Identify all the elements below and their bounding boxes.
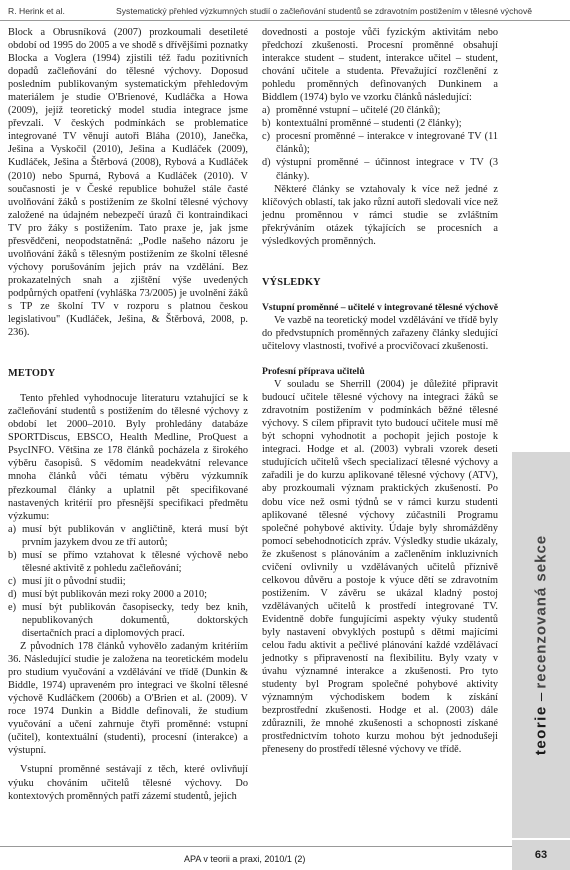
footer-rule bbox=[0, 846, 512, 847]
page-footer bbox=[0, 846, 570, 870]
paragraph-teacher-training: V souladu se Sherrill (2004) je důležité připravit budoucí učitele tělesné výchovy na integraci žáků se zdravotním postižením v podmínkách běžné tělesné výchovy. S cílem připravit tyto budoucí učitele musí mě být schopni vyhodnotit a pochopit jejich postoje k integraci. Hodge et al. (2003) vybrali vzorek deseti studujících učitelů všech specializací tělesné výchovy a zařadili je do kurzu aplikované tělesné výchovy (ATV), aby prozkoumali význam praktických zkušeností. Po dobu více než osmi týdnů se v rámci kurzu studenti aplikované tělesné výchovy zúčastnili Programu společné pohybové aktivity. Údaje byly shromážděny pomocí sebehodnoticích zpráv. Výsledky studie ukázaly, že zkušenost s plánováním a začleněním inkluzivních cvičení ovlivnily u vzdělávaných učitelů příznivě celkovou důvěru a postoje k výuce dětí se zdravotním postižením. V závěru se ukázal kladný postoj vzdělávaných učitelů k prostředí integrované TV. Evidentně dobře fungujícími aspekty výuky studentů byly nastavení obvyklých postupů s dětmi majícími celou řadu aktivit a pečlivé plánování každé vzdělávací jednotky s připraveností na flexibilitu. Byly vzaty v úvahu významné interakce a zkušenosti. Pro tyto studenty byl Program společné pohybové aktivity významným východiskem bodem k získání bezprostřední zkušenosti. Hodge et al. (2003) dále zdůraznili, že mnohé zkušenosti a schopnosti získané prostřednictvím tohoto kurzu mohou být jednodušeji přeneseny do prostředí tělesné výchovy ve třídě. bbox=[262, 379, 498, 756]
paragraph-input-variables: Ve vazbě na teoretický model vzdělávání ve třídě byly do předvstupních proměnných zařazeny články sledující učitelovy vlastnosti, tvořivé a procvičovací zkušenosti. bbox=[262, 314, 498, 352]
running-header bbox=[0, 0, 570, 22]
subheading-teacher-training: Profesní příprava učitelů bbox=[262, 366, 365, 378]
paragraph-overlap: Některé články se vztahovaly k více než jedné z klíčových oblastí, tak jako různí autoři sledovali více než jednu proměnnou v rámci studie se zvláštním překrýváním otázek týkajících se procesních a výsledkových proměnných. bbox=[262, 183, 498, 247]
page-number: 63 bbox=[512, 840, 570, 870]
footer-journal: APA v teorii a praxi, 2010/1 (2) bbox=[184, 854, 306, 864]
subheading-input-variables: Vstupní proměnné – učitelé v integrované tělesné výchově bbox=[262, 301, 499, 313]
list-item: d) musí být publikován mezi roky 2000 a 2010; bbox=[8, 588, 208, 600]
list-item: d) výstupní proměnné – účinnost integrace v TV (3 články). bbox=[262, 157, 498, 182]
left-column bbox=[8, 26, 248, 803]
list-item: e) musí být publikován časopisecky, tedy bez knih, nepublikovaných dokumentů, doktorských disertačních prací a diplomových prací. bbox=[8, 601, 248, 640]
paragraph-intro: Block a Obrusníková (2007) prozkoumali desetileté období od 1995 do 2005 a ve shodě s dřívějšími poznatky Blocka a Voglera (1994) zjistili též řadu pozitivních dopadů začleňování do tělesné výchovy. Doposud posledním publikovaným systematickým přehledovým materiálem je studie O'Brienové, Kudláčka a Howa (2009), jejíž teoretický model studia integrace jsme převzali. V českých podmínkách se problematice integrované TV věnují autoři Bláha (2010), Janečka, Ješina a Vyskočil (2010), Ješina a Kudláček (2009), Kudláček, Ješina a Štěrbová (2008), Rybová a Kudláček (2010) nebo Spurná, Rybová a Kudláček (2010). V současnosti je v České republice bohužel stále časté uvolňování žáků s postižením ze školní tělesné výchovy založené na údajném nebezpečí úrazů či kontraindikaci TV pro žáky s postižením. Tato praxe je, jak jsme přesvědčeni, neopodstatněná: „Podle našeho názoru je uvolňování žáků s tělesným postižením ze školní tělesné výchovy porušováním jejich práv na vzdělání. Bez prokazatelných snah a zjištění výše uvedených podpůrných opatření (vyhláška 73/2005) je uvolnění žáků s TP ze školní TV v rozporu s platnou českou legislativou" (Kudláček, Ješina, & Štěrbová, 2008, p. 236). bbox=[8, 27, 248, 339]
list-item: a) proměnné vstupní – učitelé (20 článků); bbox=[262, 105, 441, 117]
criteria-list bbox=[8, 523, 248, 640]
list-item: a) musí být publikován v angličtině, která musí být prvním jazykem dvou ze tří autorů; bbox=[8, 523, 248, 548]
sidebar-label: teorie – recenzovaná sekce bbox=[532, 534, 550, 756]
section-heading-metody: METODY bbox=[8, 368, 56, 380]
paragraph-model: Z původních 178 článků vyhovělo zadaným kritériím 36. Následující studie je založena na teoretickém modelu pro studium vyučování a vzdělávání ve třídě (Dunkin & Biddle, 1974) upraveném pro integraci ve školní tělesné výchově Kudláčkem (2006b) a O'Brien et al. (2009). V roce 1974 Dunkin a Biddle definovali, že studium vyučování a učení zahrnuje čtyři proměnné: vstupní (učitel), kontextuální (studenti), procesní (interakce) a výstupní. bbox=[8, 641, 248, 757]
list-item: c) musí jít o původní studii; bbox=[8, 575, 126, 587]
list-item: b) musí se přímo vztahovat k tělesné výchově nebo tělesné aktivitě z pohledu začleňování; bbox=[8, 549, 248, 574]
paragraph-variables: Vstupní proměnné sestávají z těch, které ovlivňují výuku chováním učitelů tělesné výchovy. Do kontextových proměnných patří zázemí studentů, jejich bbox=[8, 764, 248, 802]
section-heading-vysledky: VÝSLEDKY bbox=[262, 276, 321, 288]
list-item: b) kontextuální proměnné – studenti (2 články); bbox=[262, 118, 462, 130]
paragraph-methods: Tento přehled vyhodnocuje literaturu vztahující se k začleňování studentů s postižením do tělesné výchovy z období let 2000–2010. Byly prohledány databáze SPORTDiscus, EBSCO, Health Medline, ProQuest a PsycINFO. Většina ze 178 článků pocházela z širokého výběru časopisů. S vědomím neadekvátní relevance mnoha článků vůči tématu výběru výzkumník přezkoumal články a uplatnil pět specifikované nastavených kritérií pro přesnější specifikaci předmětu výzkumu: bbox=[8, 393, 248, 522]
header-rule bbox=[0, 20, 570, 21]
variables-list bbox=[262, 104, 498, 182]
right-column bbox=[262, 26, 498, 756]
header-authors: R. Herink et al. bbox=[8, 6, 65, 16]
paragraph-continued: dovednosti a postoje vůči fyzickým aktivitám nebo předchozí zkušenosti. Procesní proměnné obsahují interakce student – student, interakce učitel – student, chování učitele a studenta. Převažující rozčlenění z pohledu proměnných definovaných Dunkinem a Biddlem (1974) bylo ve vzorku článků následující: bbox=[262, 27, 498, 104]
section-sidebar-tab bbox=[512, 452, 570, 838]
list-item: c) procesní proměnné – interakce v integrované TV (11 článků); bbox=[262, 131, 498, 156]
header-title: Systematický přehled výzkumných studií o začleňování studentů se zdravotním postižením v tělesné výchově bbox=[116, 6, 533, 16]
